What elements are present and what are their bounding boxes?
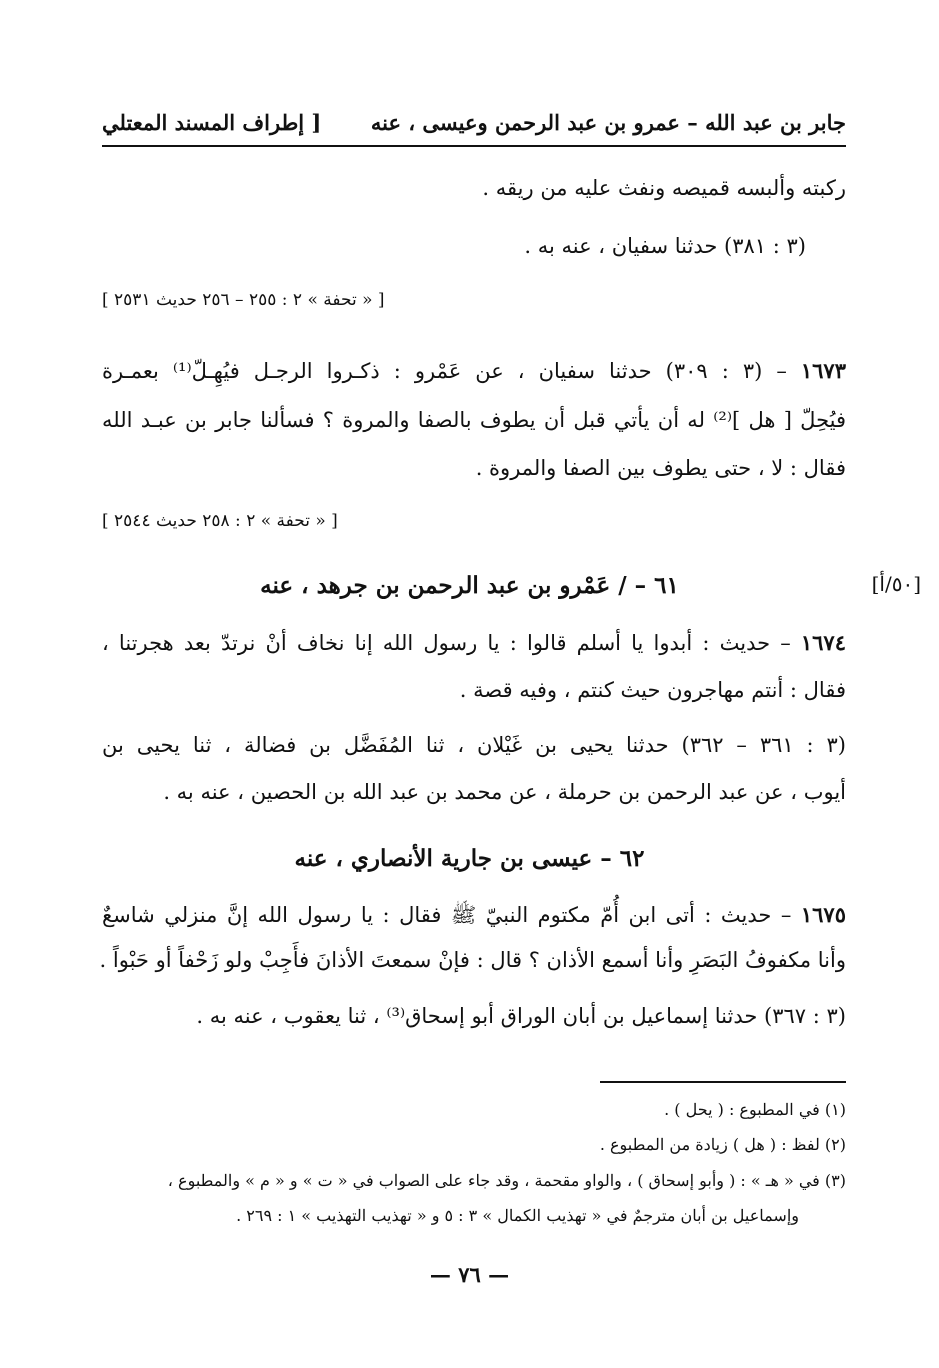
hadith-1675-line1 [102, 902, 846, 928]
footnote-2: (٢) لفظ : ( هل ) زيادة من المطبوع . [599, 1135, 846, 1154]
page-number: — ٧٦ — [429, 1262, 510, 1287]
footnote-1: (١) في المطبوع : ( يحل ) . [664, 1100, 846, 1119]
hadith-number: ١٦٧٥ [800, 902, 846, 927]
footnote-rule [600, 1081, 846, 1083]
isnad-line: (٣ : ٣٨١) حدثنا سفيان ، عنه به . [524, 234, 806, 258]
running-header-title: جابر بن عبد الله – عمرو بن عبد الرحمن وعيسى ، عنه [370, 110, 846, 135]
continuation-text: ركبته وألبسه قميصه ونفث عليه من ريقه . [482, 176, 846, 200]
hadith-text: – حديث : أتى ابن أُمّ مكتوم النبيّ ﷺ فقال : يا رسول الله إنَّ منزلي شاسعٌ [102, 903, 792, 927]
section-heading-62: ٦٢ – عيسى بن جارية الأنصاري ، عنه [294, 845, 645, 872]
footnote-3-continued: وإسماعيل بن أبان مترجمٌ في « تهذيب الكمال » ٣ : ٥ و « تهذيب التهذيب » ١ : ٢٦٩ . [236, 1206, 799, 1225]
hadith-1674-line2: فقال : أنتم مهاجرون حيث كنتم ، وفيه قصة . [459, 678, 846, 702]
hadith-1673-line1 [102, 358, 846, 384]
hadith-1673-line3: فقال : لا ، حتى يطوف بين الصفا والمروة . [475, 456, 846, 480]
tuhfa-reference: [ « تحفة » ٢ : ٢٥٥ – ٢٥٦ حديث ٢٥٣١ ] [102, 290, 385, 310]
hadith-text: – (٣ : ٣٠٩) حدثنا سفيان ، عن عَمْرو : ذكـروا الرجـل فيُهِـلّ⁽¹⁾ بعمـرة [102, 359, 787, 383]
isnad-line: (٣ : ٣٦٧) حدثنا إسماعيل بن أبان الوراق أبو إسحاق⁽³⁾ ، ثنا يعقوب ، عنه به . [196, 1004, 846, 1028]
isnad-line: (٣ : ٣٦١ – ٣٦٢) حدثنا يحيى بن غَيْلان ، ثنا المُفَضَّل بن فضالة ، ثنا يحيى بن [102, 733, 846, 757]
manuscript-folio-marker: [٥٠/أ] [871, 572, 921, 596]
hadith-number: ١٦٧٤ [800, 630, 846, 655]
header-rule [102, 145, 846, 147]
isnad-line-2: أيوب ، عن عبد الرحمن بن حرملة ، عن محمد بن عبد الله بن الحصين ، عنه به . [163, 780, 846, 804]
tuhfa-reference: [ « تحفة » ٢ : ٢٥٨ حديث ٢٥٤٤ ] [102, 511, 338, 531]
hadith-number: ١٦٧٣ [800, 358, 846, 383]
hadith-1675-line2: وأنا مكفوفُ البَصَرِ وأنا أسمع الأذان ؟ قال : فإنْ سمعتَ الأذانَ فأَجِبْ ولو زَحْفاً أو حَبْواً . [99, 948, 846, 972]
running-header-book: [ إطراف المسند المعتلي [102, 110, 322, 135]
hadith-text: – حديث : أبدوا يا أسلم قالوا : يا رسول الله إنا نخاف أنْ نرتدّ بعد هجرتنا ، [102, 631, 791, 655]
hadith-1674-line1 [102, 630, 846, 656]
section-heading-61: ٦١ – / عَمْرو بن عبد الرحمن بن جرهد ، عنه [260, 572, 679, 599]
footnote-3: (٣) في « هـ » : ( وأبو إسحاق ) ، والواو مقحمة ، وقد جاء على الصواب في « ت » و « م » والمطبوع ، [167, 1171, 846, 1190]
hadith-1673-line2: فيُحِلّ [ هل ]⁽²⁾ له أن يأتي قبل أن يطوف بالصفا والمروة ؟ فسألنا جابر بن عبـد الله [102, 408, 846, 432]
